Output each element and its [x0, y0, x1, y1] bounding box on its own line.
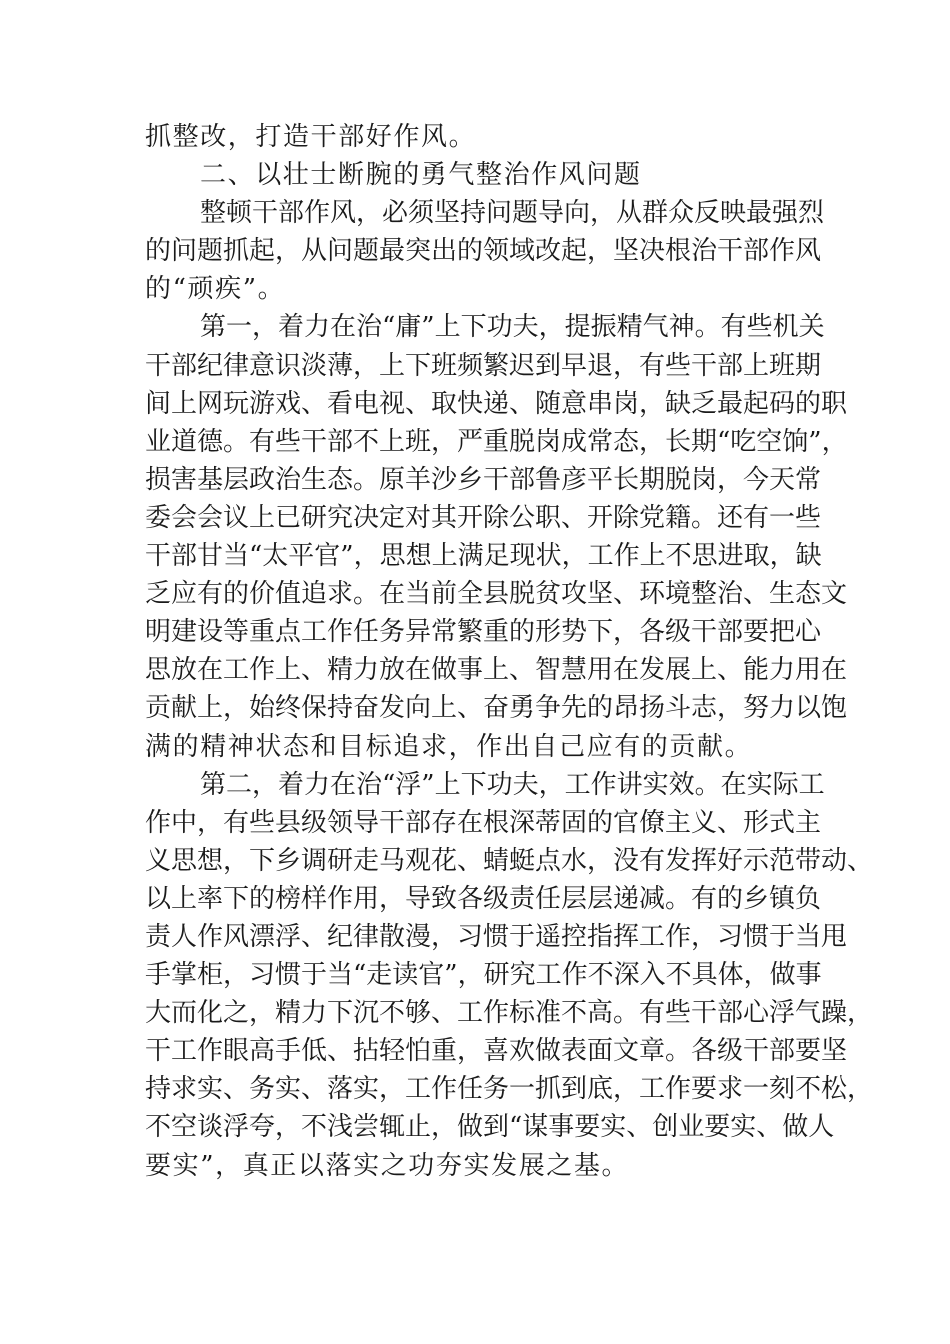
text-line: 义思想，下乡调研走马观花、蜻蜓点水，没有发挥好示范带动、 — [145, 845, 874, 876]
text-line: 责人作风漂浮、纪律散漫，习惯于遥控指挥工作，习惯于当甩 — [145, 921, 848, 952]
text-line: 持求实、务实、落实，工作任务一抓到底，工作要求一刻不松， — [145, 1074, 874, 1105]
document-page — [145, 118, 874, 1185]
text-line: 满的精神状态和目标追求，作出自己应有的贡献。 — [145, 731, 753, 762]
text-line: 思放在工作上、精力放在做事上、智慧用在发展上、能力用在 — [145, 655, 848, 686]
text-line: 损害基层政治生态。原羊沙乡干部鲁彦平长期脱岗，今天常 — [145, 464, 822, 495]
text-line: 抓整改，打造干部好作风。 — [145, 122, 477, 152]
paragraph-first-line: 整顿干部作风，必须坚持问题导向，从群众反映最强烈 — [200, 198, 825, 229]
text-line: 干工作眼高手低、拈轻怕重，喜欢做表面文章。各级干部要坚 — [145, 1036, 848, 1067]
text-line: 间上网玩游戏、看电视、取快递、随意串岗，缺乏最起码的职 — [145, 388, 848, 419]
text-line: 大而化之，精力下沉不够、工作标准不高。有些干部心浮气躁， — [145, 998, 874, 1029]
paragraph-first-line: 二、以壮士断腕的勇气整治作风问题 — [200, 160, 642, 191]
text-line: 委会会议上已研究决定对其开除公职、开除党籍。还有一些 — [145, 502, 822, 533]
text-line: 作中，有些县级领导干部存在根深蒂固的官僚主义、形式主 — [145, 807, 822, 838]
paragraph-first-line: 第二，着力在治“浮”上下功夫，工作讲实效。在实际工 — [200, 769, 825, 800]
text-line: 手掌柜，习惯于当“走读官”，研究工作不深入不具体，做事 — [145, 960, 822, 991]
text-line: 贡献上，始终保持奋发向上、奋勇争先的昂扬斗志，努力以饱 — [145, 693, 848, 724]
text-line: 干部甘当“太平官”，思想上满足现状，工作上不思进取，缺 — [145, 541, 822, 572]
text-line: 不空谈浮夸，不浅尝辄止，做到“谋事要实、创业要实、做人 — [145, 1112, 835, 1143]
text-line: 的问题抓起，从问题最突出的领域改起，坚决根治干部作风 — [145, 236, 822, 267]
paragraph-first-line: 第一，着力在治“庸”上下功夫，提振精气神。有些机关 — [200, 312, 825, 343]
text-line: 明建设等重点工作任务异常繁重的形势下，各级干部要把心 — [145, 617, 822, 648]
text-line: 的“顽疾”。 — [145, 274, 286, 305]
text-line: 业道德。有些干部不上班，严重脱岗成常态，长期“吃空饷”， — [145, 426, 848, 457]
text-line: 以上率下的榜样作用，导致各级责任层层递减。有的乡镇负 — [145, 883, 822, 914]
text-line: 乏应有的价值追求。在当前全县脱贫攻坚、环境整治、生态文 — [145, 579, 848, 610]
text-line: 干部纪律意识淡薄，上下班频繁迟到早退，有些干部上班期 — [145, 350, 822, 381]
text-line: 要实”，真正以落实之功夯实发展之基。 — [145, 1150, 630, 1181]
